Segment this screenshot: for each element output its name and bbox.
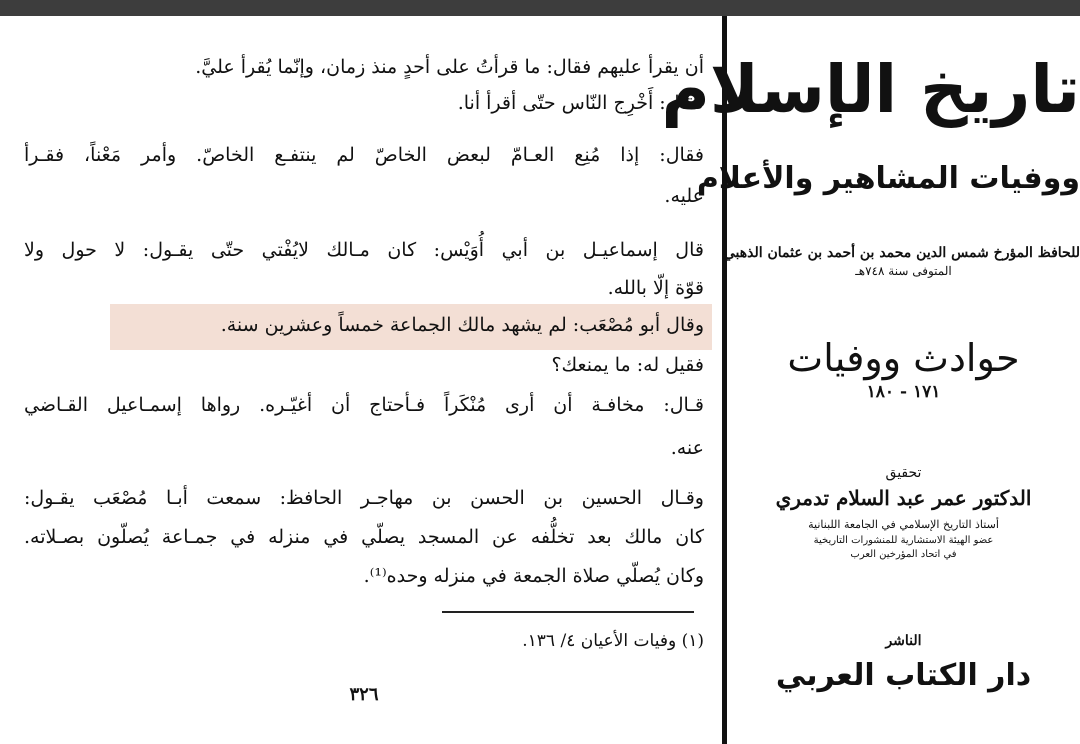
cover-tahqiq-label: تحقيق: [885, 465, 922, 481]
text-line: قـال: مخافـة أن أرى مُنْكَراً فـأحتاج أن أغيّـره. رواها إسمـاعيل القـاضي: [24, 394, 704, 416]
cover-publisher: دار الكتاب العربي: [775, 658, 1032, 693]
highlighted-text-line: وقال أبو مُصْعَب: لم يشهد مالك الجماعة خمساً وعشرين سنة.: [220, 314, 704, 336]
text-line: قال إسماعيـل بن أبي أُوَيْس: كان مـالك لايُفْتي حتّى يقـول: لا حول ولا: [24, 239, 704, 261]
cover-editor-role: عضو الهيئة الاستشارية للمنشورات التاريخية: [813, 535, 994, 546]
book-page: [14, 16, 714, 744]
viewer-top-bar: [0, 0, 1080, 16]
text-line: كان مالك بعد تخلُّفه عن المسجد يصلّي في منزله في جمـاعة يُصلّون بصـلاته.: [24, 526, 704, 548]
cover-editor: الدكتور عمر عبد السلام تدمري: [775, 486, 1032, 510]
text-line: وقـال الحسين بن الحسن بن مهاجـر الحافظ: سمعت أبـا مُصْعَب يقـول:: [24, 487, 704, 509]
cover-subtitle: ووفيات المشاهير والأعلام: [696, 161, 1080, 196]
cover-editor-role: في اتحاد المؤرخين العرب: [850, 549, 957, 560]
cover-author: للحافظ المؤرخ شمس الدين محمد بن أحمد بن عثمان الذهبي: [723, 245, 1080, 261]
text-line: عليه.: [664, 185, 704, 207]
text-line: وكان يُصلّي صلاة الجمعة في منزله وحده⁽¹⁾.: [363, 565, 704, 587]
cover-author-death: المتوفى سنة ٧٤٨هـ: [855, 264, 952, 278]
text-line: قوّة إلّا بالله.: [607, 277, 704, 299]
cover-volume-title: حوادث ووفيات: [787, 336, 1020, 380]
text-line: فقال: أَخْرِج النّاس حتّى أقرأ أنا.: [457, 92, 704, 114]
cover-publisher-label: الناشر: [885, 633, 922, 649]
cover-editor-role: أستاذ التاريخ الإسلامي في الجامعة اللبنانية: [808, 518, 999, 531]
text-line: عنه.: [670, 437, 704, 459]
cover-volume-years: ١٧١ - ١٨٠: [866, 382, 941, 402]
cover-title: تاريخ الإسلام: [661, 51, 1080, 128]
text-line: فقيل له: ما يمنعك؟: [551, 354, 704, 376]
text-line: فقال: إذا مُنِع العـامّ لبعض الخاصّ لم ينتفـع الخاصّ. وأمر مَعْناً، فقـرأ: [24, 144, 704, 166]
footnote: (١) وفيات الأعيان ٤/ ١٣٦.: [522, 631, 704, 651]
page-number: ٣٢٦: [349, 684, 379, 705]
text-line: أن يقرأ عليهم فقال: ما قرأتُ على أحدٍ منذ زمان، وإنّما يُقرأ عليَّ.: [195, 56, 704, 78]
footnote-separator: [442, 611, 694, 613]
